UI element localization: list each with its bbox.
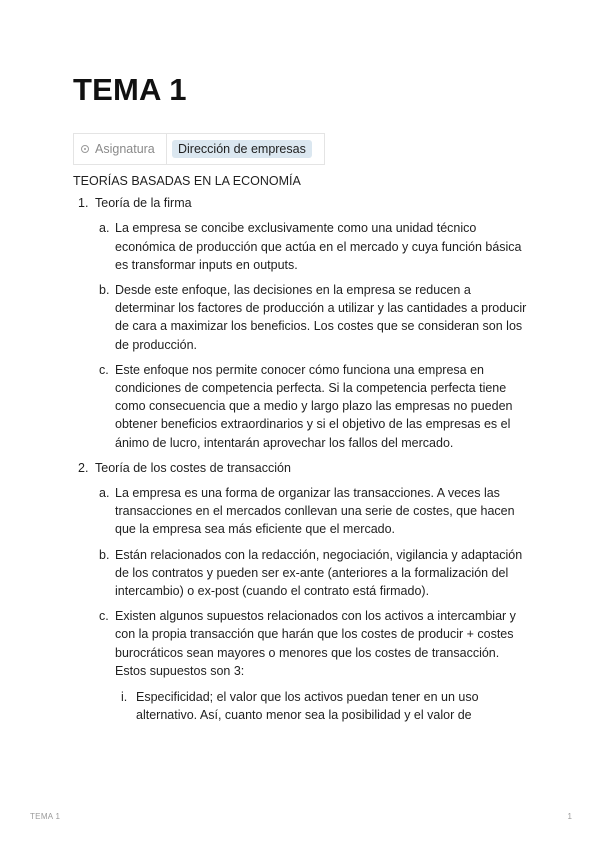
sub-list-text: La empresa se concibe exclusivamente como una unidad técnico económica de producción que actúa en el mercado y cuya función básica es transformar inputs en outputs. <box>115 221 522 272</box>
sub-list-text: Este enfoque nos permite conocer cómo funciona una empresa en condiciones de competencia perfecta. Si la competencia perfecta tiene como consecuencia que a medio y largo plazo las empresas no pueden obtener beneficios extraordinarios y si el objetivo de las empresas es el ánimo de lucro, intentarán aprovechar los fallos del mercado. <box>115 362 513 450</box>
footer-doc-title: TEMA 1 <box>30 812 61 821</box>
list-marker: i. <box>121 690 128 705</box>
list-marker: 2. <box>78 460 89 475</box>
subject-tag: Dirección de empresas <box>172 140 312 158</box>
sub-list-text: Existen algunos supuestos relacionados con los activos a intercambiar y con la propia transacción que harán que los costes de producir + costes burocráticos sean mayores o menores que los costes de transacción. Estos supuestos son 3: <box>115 609 516 678</box>
sub-list-text: Desde este enfoque, las decisiones en la empresa se reducen a determinar los factores de producción a utilizar y las cantidades a producir de cara a maximizar los beneficios. Los costes que se consideran son los de producción. <box>115 283 527 352</box>
sub-list <box>95 484 533 724</box>
list-marker: b. <box>99 283 110 298</box>
footer-page-number: 1 <box>567 812 572 821</box>
list-marker: 1. <box>78 196 89 211</box>
sub-list-item <box>95 546 533 601</box>
property-row <box>73 133 325 165</box>
document-body <box>73 172 533 731</box>
list-item <box>73 459 533 725</box>
list-marker: c. <box>99 609 109 624</box>
sub-list-item <box>95 219 533 274</box>
sub-list-text: Están relacionados con la redacción, negociación, vigilancia y adaptación de los contratos y pueden ser ex-ante (anteriores a la formalización del intercambio) o ex-post (cuando el contrato está firmado). <box>115 547 523 599</box>
list-item-label: Teoría de la firma <box>95 196 192 211</box>
list-item-label: Teoría de los costes de transacción <box>95 460 291 475</box>
numbered-list <box>73 194 533 724</box>
list-item <box>73 194 533 452</box>
select-property-icon <box>81 145 89 153</box>
sub-list <box>95 219 533 451</box>
sub-list-item <box>95 361 533 452</box>
page-title: TEMA 1 <box>73 72 187 107</box>
sub-list-item <box>95 484 533 539</box>
sub-sub-list-text: Especificidad; el valor que los activos puedan tener en un uso alternativo. Así, cuanto menor sea la posibilidad y el valor de <box>136 690 479 723</box>
property-value <box>167 140 312 158</box>
list-marker: b. <box>99 547 110 562</box>
sub-list-item <box>95 607 533 724</box>
property-key-label: Asignatura <box>95 142 155 156</box>
list-marker: c. <box>99 362 109 377</box>
list-marker: a. <box>99 221 110 236</box>
list-marker: a. <box>99 486 110 501</box>
sub-list-text: La empresa es una forma de organizar las transacciones. A veces las transacciones en el mercados conllevan una serie de costes, que hacen que la empresa sea más eficiente que el mercado. <box>115 486 515 537</box>
sub-list-item <box>95 281 533 354</box>
sub-sub-list-item <box>115 688 533 724</box>
property-key <box>74 134 167 164</box>
sub-sub-list <box>115 688 533 724</box>
section-heading: TEORÍAS BASADAS EN LA ECONOMÍA <box>73 174 301 188</box>
